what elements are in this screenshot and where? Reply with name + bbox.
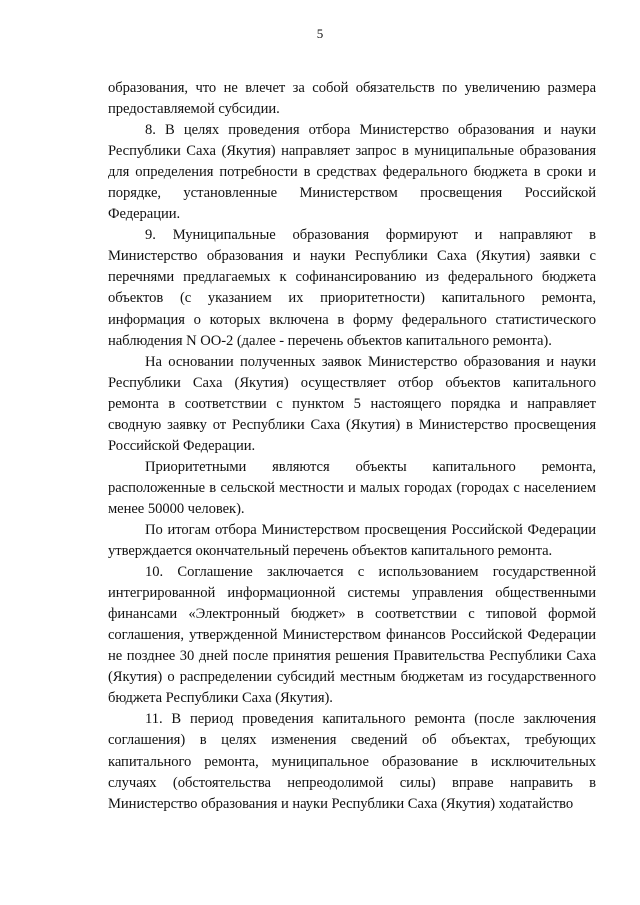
paragraph-continuation: образования, что не влечет за собой обязательств по увеличению размера предоставляемой субсидии. [108, 80, 596, 118]
document-body [108, 78, 596, 815]
paragraph-item-9: 9. Муниципальные образования формируют и направляют в Министерство образования и науки Республики Саха (Якутия) заявки с перечнями предлагаемых к софинансированию из федерального бюджета объектов (с указанием их приоритетности) капитального ремонта, информация о которых включена в форму федерального статистического наблюдения N ОО-2 (далее - перечень объектов капитального ремонта). [108, 227, 596, 349]
paragraph-selection: На основании полученных заявок Министерство образования и науки Республики Саха (Якутия) осуществляет отбор объектов капитального ремонта в соответствии с пунктом 5 настоящего порядка и направляет сводную заявку от Республики Саха (Якутия) в Министерство просвещения Российской Федерации. [108, 353, 596, 454]
paragraph-item-10: 10. Соглашение заключается с использованием государственной интегрированной информационной системы управления общественными финансами «Электронный бюджет» в соответствии с типовой формой соглашения, утвержденной Министерством финансов Российской Федерации не позднее 30 дней после принятия решения Правительства Республики Саха (Якутия) о распределении субсидий местным бюджетам из государственного бюджета Республики Саха (Якутия). [108, 564, 596, 707]
paragraph-item-8: 8. В целях проведения отбора Министерство образования и науки Республики Саха (Якутия) направляет запрос в муниципальные образования для определения потребности в средствах федерального бюджета в сроки и порядке, установленные Министерством просвещения Российской Федерации. [108, 122, 596, 223]
paragraph-priority: Приоритетными являются объекты капитального ремонта, расположенные в сельской местности и малых городах (городах с населением менее 50000 человек). [108, 458, 596, 517]
paragraph-item-11: 11. В период проведения капитального ремонта (после заключения соглашения) в целях изменения сведений об объектах, требующих капитального ремонта, муниципальное образование в исключительных случаях (обстоятельства непреодолимой силы) вправе направить в Министерство образования и науки Республики Саха (Якутия) ходатайство [108, 711, 596, 812]
page-number: 5 [316, 26, 324, 41]
paragraph-final-list: По итогам отбора Министерством просвещения Российской Федерации утверждается окончательный перечень объектов капитального ремонта. [108, 521, 596, 560]
